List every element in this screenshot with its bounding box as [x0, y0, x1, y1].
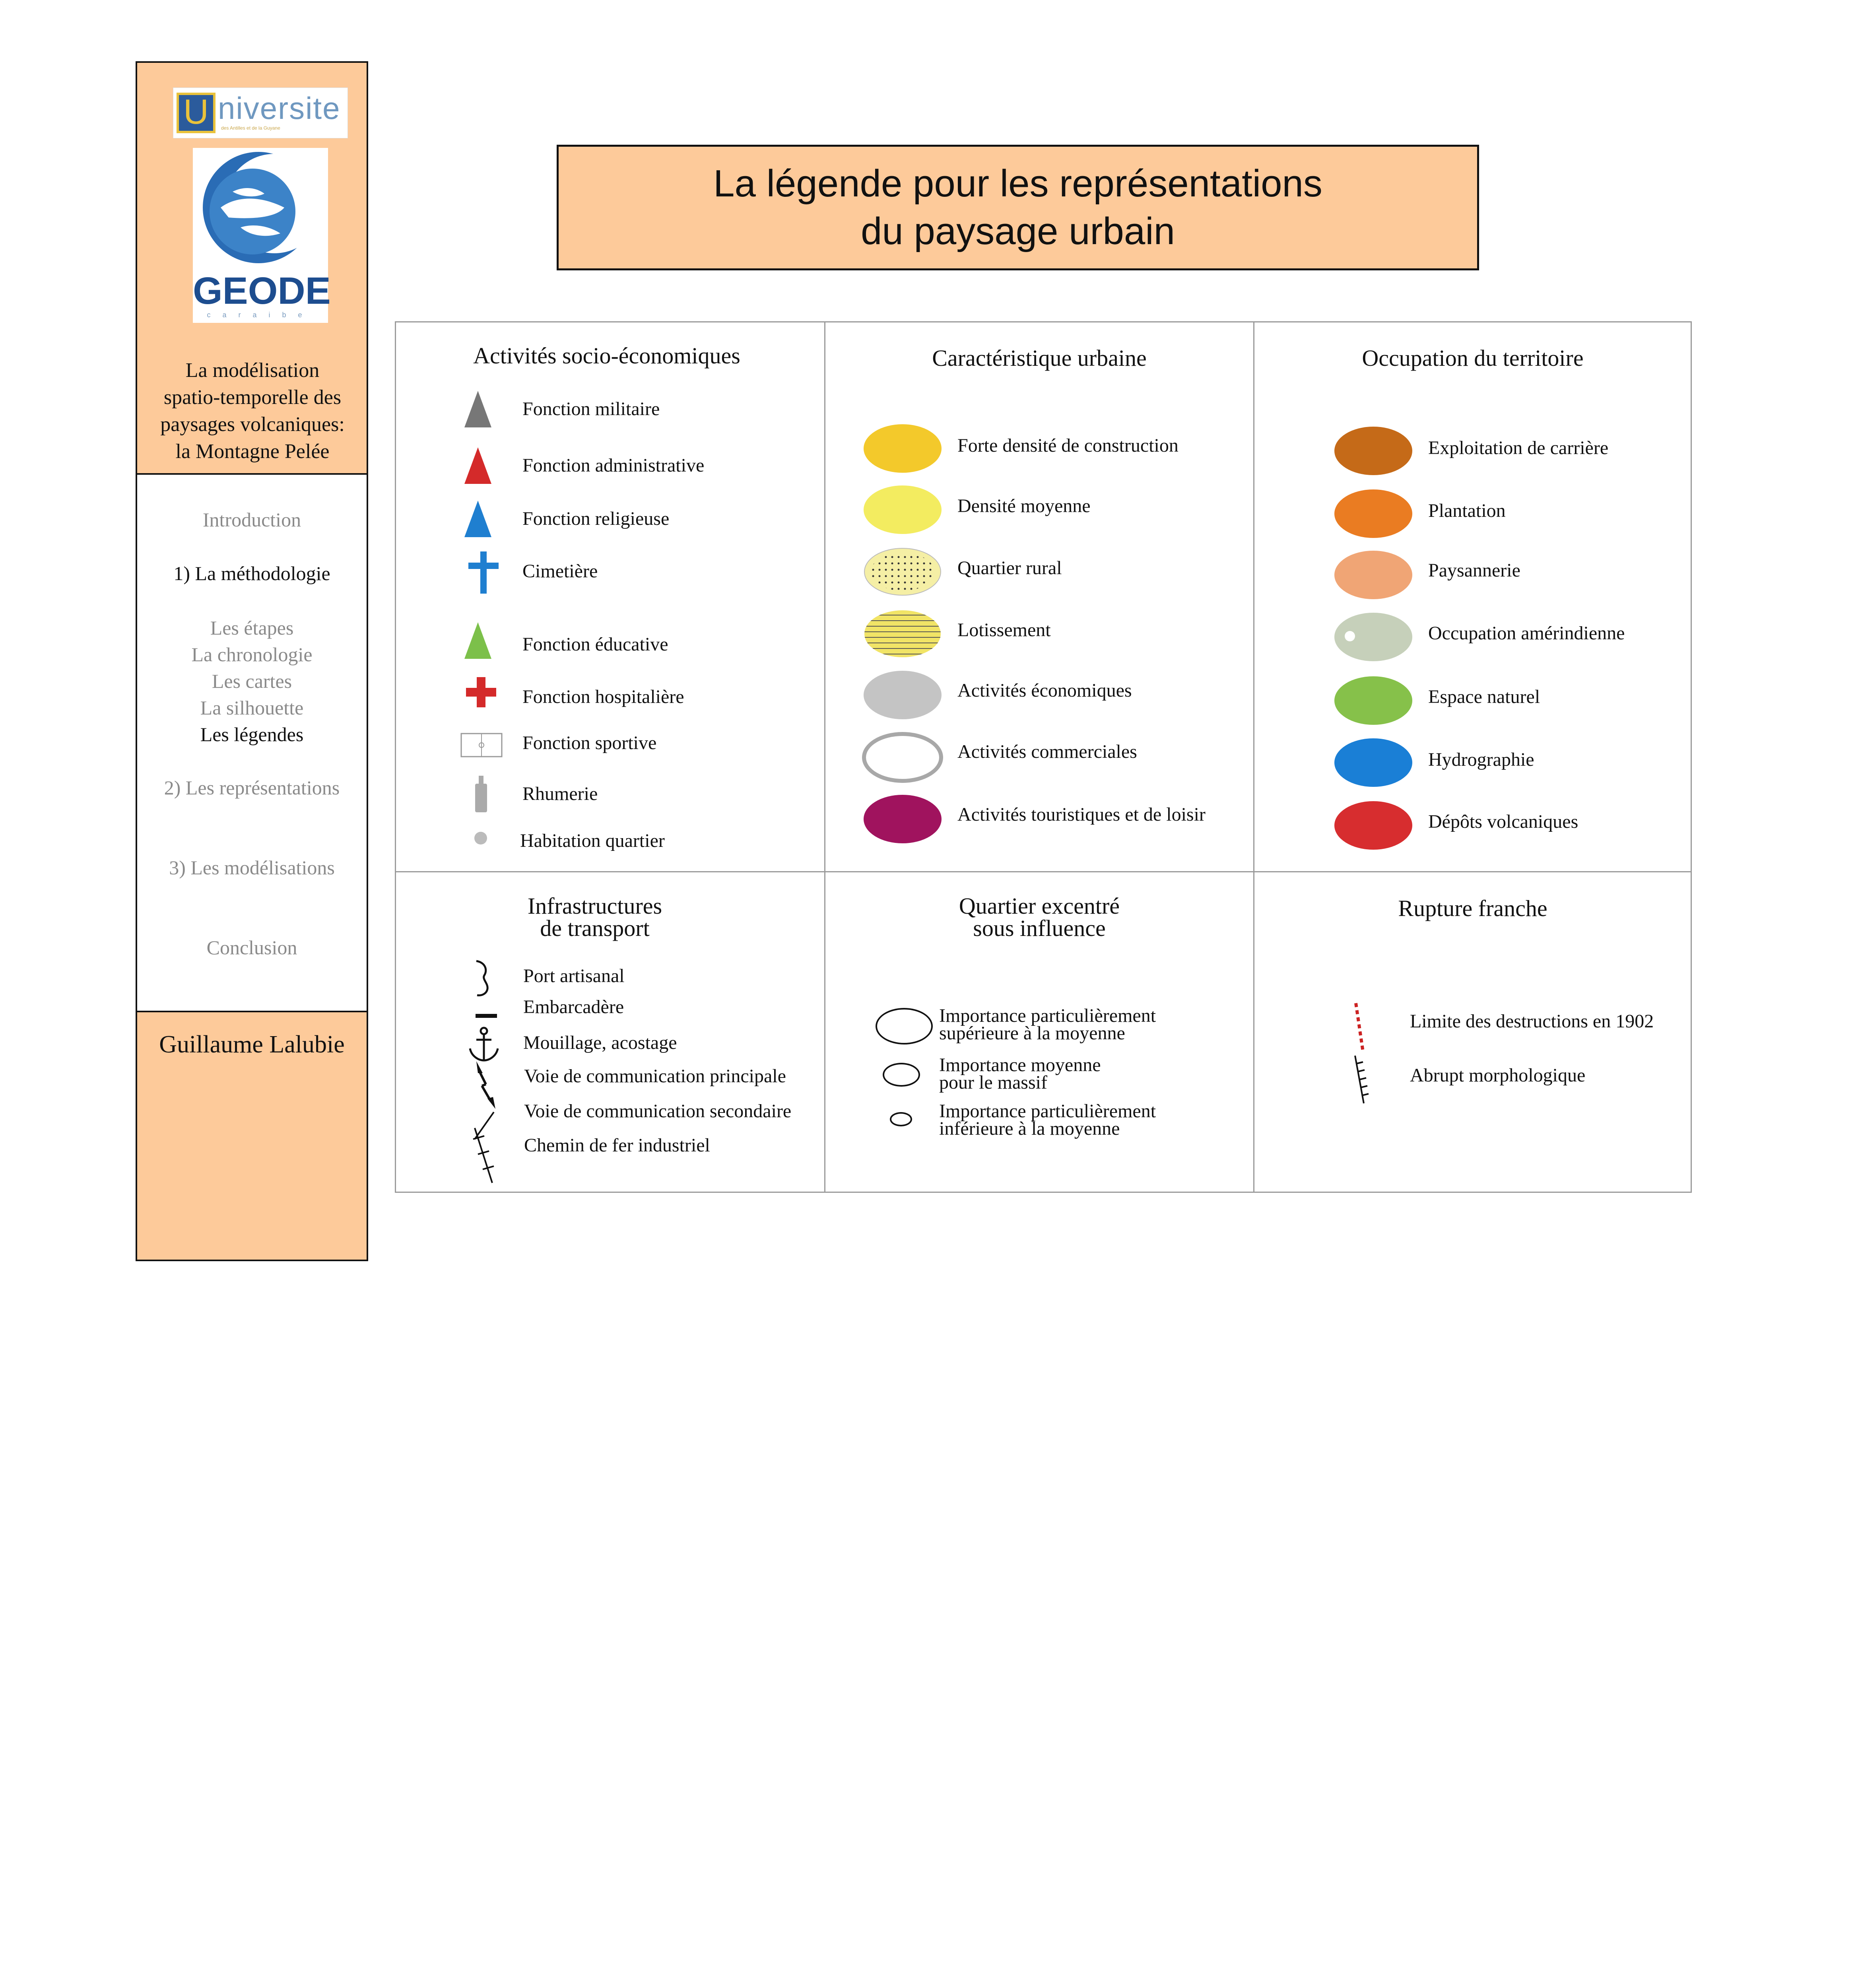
nav-chronologie[interactable]: La chronologie [191, 643, 313, 666]
legend-item-habitation: Habitation quartier [520, 830, 665, 851]
nav-introduction[interactable]: Introduction [202, 509, 301, 531]
legend-item-forte-densite: Forte densité de construction [957, 435, 1179, 456]
geode-globe-icon [193, 148, 328, 267]
legend-item-administrative: Fonction administrative [522, 455, 705, 476]
legend-item-line: pour le massif [939, 1072, 1047, 1093]
universite-logo-mark: U [177, 93, 216, 133]
legend-item-importance-moyenne [939, 1056, 1101, 1091]
port-artisanal-icon [474, 959, 494, 998]
legend-item-line: Importance particulièrement [939, 1101, 1156, 1122]
section-title-occupation: Occupation du territoire [1362, 345, 1584, 371]
universite-logo [173, 87, 348, 138]
geode-logo-text: GEODE [193, 270, 331, 312]
cross-blue-icon [468, 551, 499, 594]
swatch-quartier-rural [864, 547, 942, 596]
legend-item-militaire: Fonction militaire [522, 398, 660, 419]
legend-item-line: supérieure à la moyenne [939, 1023, 1125, 1044]
universite-logo-subtext: des Antilles et de la Guyane [221, 125, 280, 131]
legend-item-rhumerie: Rhumerie [522, 783, 598, 804]
voie-principale-icon [474, 1061, 498, 1109]
embarcadere-icon [476, 1013, 497, 1019]
swatch-amerindienne [1334, 613, 1412, 661]
amerindienne-dot [1345, 631, 1355, 641]
section-title-line: de transport [540, 915, 650, 941]
swatch-paysannerie [1334, 551, 1412, 599]
legend-item-carriere: Exploitation de carrière [1428, 437, 1609, 458]
section-title-infrastructures [396, 895, 794, 940]
sidebar-author-panel [137, 1011, 367, 1260]
geode-logo-subtext: caraibe [207, 311, 314, 319]
destruction-limit-icon [1351, 1002, 1367, 1053]
swatch-activites-touristiques [864, 795, 942, 843]
swatch-densite-moyenne [864, 485, 942, 534]
subtitle-line: la Montagne Pelée [175, 440, 330, 463]
legend-item-limite-destructions: Limite des destructions en 1902 [1410, 1011, 1654, 1032]
legend-item-lotissement: Lotissement [957, 619, 1051, 641]
swatch-plantation [1334, 489, 1412, 538]
sidebar [136, 61, 368, 1261]
legend-item-depots-volcaniques: Dépôts volcaniques [1428, 811, 1578, 832]
swatch-hydrographie [1334, 738, 1412, 787]
legend-item-amerindienne: Occupation amérindienne [1428, 623, 1625, 644]
legend-item-plantation: Plantation [1428, 500, 1506, 521]
section-title-line: sous influence [973, 915, 1106, 941]
swatch-espace-naturel [1334, 676, 1412, 725]
section-title-activites: Activités socio-économiques [473, 343, 740, 369]
nav-modelisations[interactable]: 3) Les modélisations [169, 856, 335, 879]
railway-icon [472, 1126, 495, 1185]
legend-item-mouillage: Mouillage, acostage [523, 1032, 677, 1053]
swatch-lotissement [864, 610, 942, 658]
legend-item-educative: Fonction éducative [522, 634, 668, 655]
project-subtitle [145, 357, 360, 465]
title-line-1: La légende pour les représentations [713, 162, 1322, 205]
triangle-blue-icon [464, 500, 492, 538]
nav-silhouette[interactable]: La silhouette [200, 697, 304, 719]
subtitle-line: spatio-temporelle des [163, 386, 342, 409]
grid-divider [396, 871, 1691, 872]
legend-item-chemin-de-fer: Chemin de fer industriel [524, 1135, 710, 1156]
swatch-activites-commerciales [862, 732, 943, 783]
subtitle-line: La modélisation [185, 359, 320, 382]
triangle-red-icon [464, 447, 492, 485]
page-title [557, 145, 1479, 270]
grid-divider [824, 322, 825, 1192]
ellipse-medium-icon [883, 1063, 920, 1087]
legend-item-importance-inferieure [939, 1103, 1156, 1138]
legend-item-cimetiere: Cimetière [522, 561, 598, 582]
legend-item-activites-commerciales: Activités commerciales [957, 741, 1137, 762]
nav-legendes[interactable]: Les légendes [200, 723, 304, 746]
legend-item-line: Importance moyenne [939, 1054, 1101, 1076]
legend-item-quartier-rural: Quartier rural [957, 557, 1062, 579]
legend-item-densite-moyenne: Densité moyenne [957, 495, 1091, 516]
section-title-caracteristique: Caractéristique urbaine [932, 345, 1147, 371]
nav-cartes[interactable]: Les cartes [212, 670, 292, 692]
legend-item-activites-touristiques: Activités touristiques et de loisir [957, 804, 1206, 825]
swatch-forte-densite [864, 424, 942, 473]
legend-item-port-artisanal: Port artisanal [523, 965, 625, 986]
geode-logo [193, 148, 331, 323]
anchor-icon [467, 1026, 501, 1063]
triangle-green-icon [464, 621, 492, 660]
nav-etapes[interactable]: Les étapes [210, 617, 294, 639]
section-title-line: Infrastructures [527, 893, 662, 919]
legend-item-embarcadere: Embarcadère [523, 996, 624, 1017]
legend-item-religieuse: Fonction religieuse [522, 508, 670, 529]
author-name: Guillaume Lalubie [159, 1031, 345, 1058]
abrupt-icon [1352, 1054, 1376, 1106]
swatch-activites-economiques [864, 671, 942, 719]
nav-representations[interactable]: 2) Les représentations [164, 777, 340, 799]
nav-methodologie[interactable]: 1) La méthodologie [173, 562, 330, 584]
section-title-quartier [825, 895, 1253, 940]
sidebar-header-panel [137, 63, 367, 475]
legend-item-sportive: Fonction sportive [522, 732, 657, 753]
legend-item-line: Importance particulièrement [939, 1005, 1156, 1026]
legend-grid [395, 321, 1692, 1193]
legend-item-hospitaliere: Fonction hospitalière [522, 686, 684, 707]
title-line-2: du paysage urbain [861, 210, 1175, 252]
swatch-carriere [1334, 427, 1412, 475]
sport-field-icon [460, 733, 503, 757]
legend-item-abrupt: Abrupt morphologique [1410, 1065, 1586, 1086]
swatch-depots-volcaniques [1334, 801, 1412, 850]
ellipse-large-icon [876, 1008, 933, 1044]
legend-item-line: inférieure à la moyenne [939, 1118, 1120, 1139]
legend-item-hydrographie: Hydrographie [1428, 749, 1534, 770]
section-title-rupture: Rupture franche [1398, 895, 1547, 921]
legend-item-espace-naturel: Espace naturel [1428, 686, 1540, 707]
dot-grey-icon [474, 831, 487, 845]
legend-item-voie-secondaire: Voie de communication secondaire [524, 1101, 792, 1122]
grid-divider [1253, 322, 1254, 1192]
cross-red-icon [465, 676, 497, 708]
section-title-line: Quartier excentré [959, 893, 1120, 919]
legend-item-activites-economiques: Activités économiques [957, 680, 1132, 701]
triangle-grey-icon [464, 390, 492, 428]
legend-item-voie-principale: Voie de communication principale [524, 1066, 786, 1087]
legend-item-importance-superieure [939, 1007, 1156, 1042]
universite-logo-text: niversite [218, 91, 341, 126]
subtitle-line: paysages volcaniques: [160, 413, 345, 436]
nav-conclusion[interactable]: Conclusion [206, 936, 297, 959]
bottle-icon [474, 775, 488, 813]
legend-item-paysannerie: Paysannerie [1428, 560, 1520, 581]
ellipse-small-icon [890, 1112, 912, 1126]
